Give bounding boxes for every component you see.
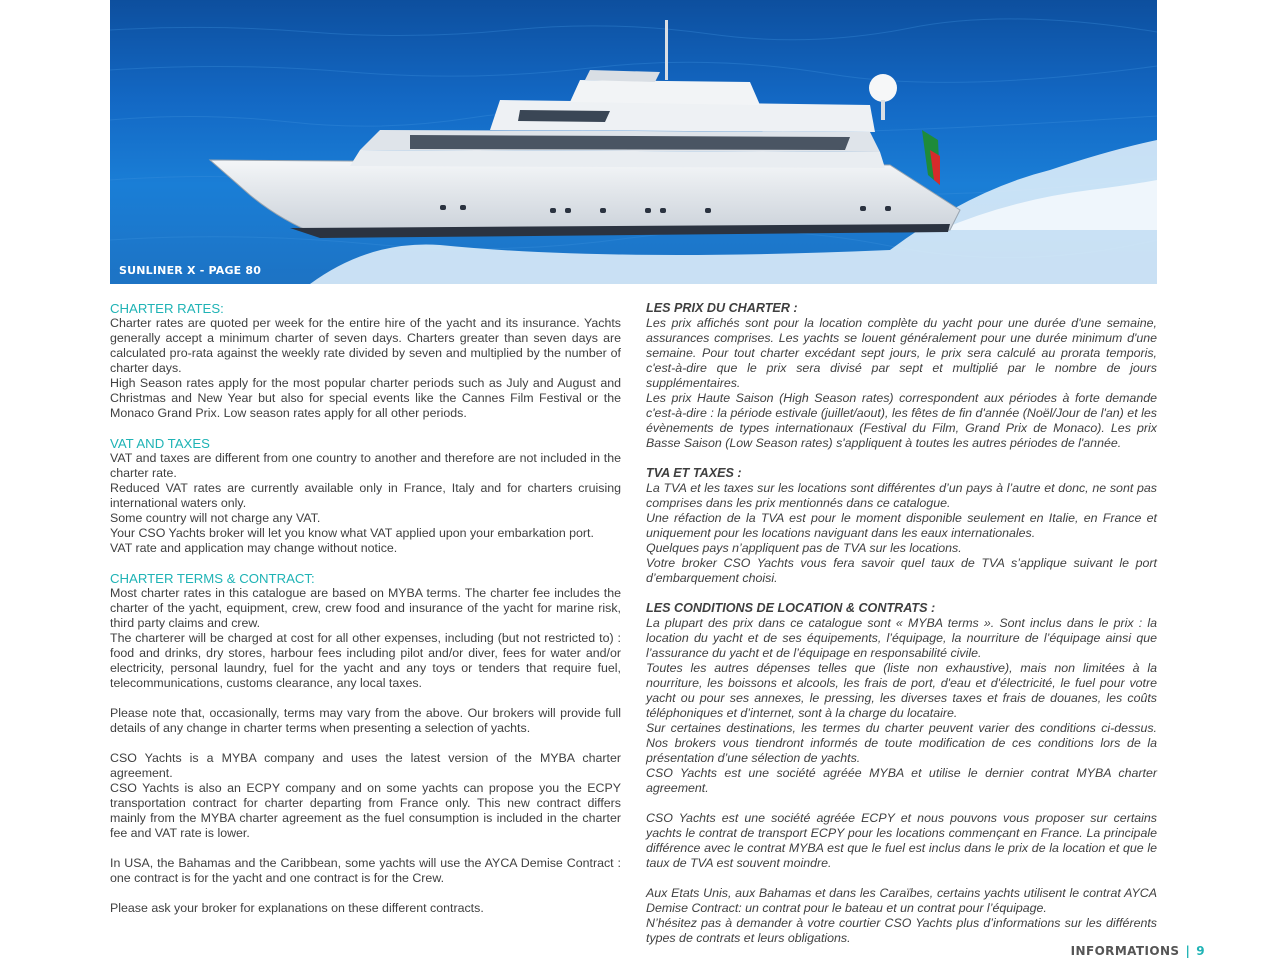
paragraph: CSO Yachts est une société agréée MYBA et utilise le dernier contrat MYBA charter agreement.	[646, 766, 1157, 795]
paragraph: Les prix affichés sont pour la location complète du yacht pour une durée d'une semaine, assurances comprises. Les yachts se louent généralement pour une durée minimum d'une semaine. Pour tout charter excédant sept jours, le prix sera calculé au prorata temporis, c'est-à-dire que le prix sera divisé par sept et multiplié par le nombre de jours supplémentaires.	[646, 316, 1157, 390]
footer-separator: |	[1185, 944, 1191, 958]
heading-charter-terms: CHARTER TERMS & CONTRACT:	[110, 571, 315, 586]
paragraph: CSO Yachts is a MYBA company and uses the latest version of the MYBA charter agreement.	[110, 751, 621, 780]
heading-vat-and-taxes: VAT AND TAXES	[110, 436, 210, 451]
paragraph: La TVA et les taxes sur les locations sont différentes d’un pays à l’autre et donc, ne sont pas comprises dans les prix mentionnés dans ce catalogue.	[646, 481, 1157, 510]
paragraph: In USA, the Bahamas and the Caribbean, some yachts will use the AYCA Demise Contract : one contract is for the yacht and one contract is for the Crew.	[110, 856, 621, 885]
paragraph: Reduced VAT rates are currently available only in France, Italy and for charters cruising international waters only.	[110, 481, 621, 510]
paragraph: Une réfaction de la TVA est pour le moment disponible seulement en Italie, en France et uniquement pour les locations naviguant dans les eaux internationales.	[646, 511, 1157, 540]
paragraph: Some country will not charge any VAT.	[110, 511, 321, 525]
paragraph: Aux Etats Unis, aux Bahamas et dans les Caraïbes, certains yachts utilisent le contrat AYCA Demise Contract: un contrat pour le bateau et un contrat pour l’équipage.	[646, 886, 1157, 915]
page-number: 9	[1196, 944, 1205, 958]
paragraph: Please ask your broker for explanations on these different contracts.	[110, 901, 484, 915]
paragraph: Most charter rates in this catalogue are based on MYBA terms. The charter fee includes the charter of the yacht, equipment, crew, crew food and insurance of the yacht for marine risk, third party claims and crew.	[110, 586, 621, 630]
paragraph: Votre broker CSO Yachts vous fera savoir quel taux de TVA s’applique suivant le port d’embarquement choisi.	[646, 556, 1157, 585]
footer-section-label: INFORMATIONS	[1070, 944, 1180, 958]
heading-charter-rates: CHARTER RATES:	[110, 301, 224, 316]
heading-conditions: LES CONDITIONS DE LOCATION & CONTRATS :	[646, 601, 936, 615]
paragraph: VAT rate and application may change without notice.	[110, 541, 398, 555]
paragraph: High Season rates apply for the most popular charter periods such as July and August and Christmas and New Year but also for special events like the Cannes Film Festival or the Monaco Grand Prix. Low season rates apply for all other periods.	[110, 376, 621, 420]
paragraph: N’hésitez pas à demander à votre courtier CSO Yachts plus d’informations sur les différents types de contrats et leurs obligations.	[646, 916, 1157, 945]
yacht-photo-icon	[110, 0, 1157, 284]
heading-tva-et-taxes: TVA ET TAXES :	[646, 466, 742, 480]
paragraph: Please note that, occasionally, terms may vary from the above. Our brokers will provide full details of any change in charter terms when presenting a selection of yachts.	[110, 706, 621, 735]
english-column	[110, 301, 621, 916]
paragraph: Sur certaines destinations, les termes du charter peuvent varier des conditions ci-dessus. Nos brokers vous tiendront informés de toute modification de ces conditions lors de la présentation d’une sélection de yachts.	[646, 721, 1157, 765]
paragraph: Charter rates are quoted per week for the entire hire of the yacht and its insurance. Yachts generally accept a minimum charter of seven days. Charters greater than seven days are calculated pro-rata against the weekly rate divided by seven and multiplied by the number of charter days.	[110, 316, 621, 375]
page-footer	[1071, 944, 1205, 958]
paragraph: La plupart des prix dans ce catalogue sont « MYBA terms ». Sont inclus dans le prix : la location du yacht et de ses équipements, l’équipage, la nourriture de l’équipage ainsi que l’assurance du yacht et de l’équipage en responsabilité civile.	[646, 616, 1157, 660]
paragraph: Les prix Haute Saison (High Season rates) correspondent aux périodes à forte demande c'est-à-dire : la période estivale (juillet/aout), les fêtes de fin d'année (Noël/Jour de l'an) et les évènements de types internationaux (Festival du Film, Grand Prix de Monaco). Les prix Basse Saison (Low Season rates) s'appliquent à toutes les autres périodes de l'année.	[646, 391, 1157, 450]
paragraph: CSO Yachts is also an ECPY company and on some yachts can propose you the ECPY transportation contract for charter departing from France only. This new contract differs mainly from the MYBA charter agreement as the fuel consumption is included in the charter fee and VAT rate is lower.	[110, 781, 621, 840]
paragraph: CSO Yachts est une société agréée ECPY et nous pouvons vous proposer sur certains yachts le contrat de transport ECPY pour les locations commençant en France. La principale différence avec le contrat MYBA est que le fuel est inclus dans le prix de la location et que le taux de TVA est souvent moindre.	[646, 811, 1157, 870]
paragraph: VAT and taxes are different from one country to another and therefore are not included in the charter rate.	[110, 451, 621, 480]
paragraph: Toutes les autres dépenses telles que (liste non exhaustive), mais non limitées à la nourriture, les boissons et alcools, les frais de port, d'eau et d'électricité, le fuel pour votre yacht ou pour ses annexes, le pressing, les diverses taxes et frais de douanes, les coûts téléphoniques et d’internet, sont à la charge du locataire.	[646, 661, 1157, 720]
paragraph: Your CSO Yachts broker will let you know what VAT applied upon your embarkation port.	[110, 526, 594, 540]
heading-les-prix: LES PRIX DU CHARTER :	[646, 301, 798, 315]
paragraph: Quelques pays n’appliquent pas de TVA sur les locations.	[646, 541, 962, 555]
french-column	[646, 301, 1157, 946]
paragraph: The charterer will be charged at cost for all other expenses, including (but not restricted to) : food and drinks, dry stores, harbour fees including pilot and/or diver, fees for water and/or electricity, personal laundry, fuel for the yacht and any toys or tenders that require fuel, telecommunications, customs clearance, any local taxes.	[110, 631, 621, 690]
image-caption: SUNLINER X - PAGE 80	[119, 264, 262, 277]
hero-yacht-image	[110, 0, 1157, 284]
